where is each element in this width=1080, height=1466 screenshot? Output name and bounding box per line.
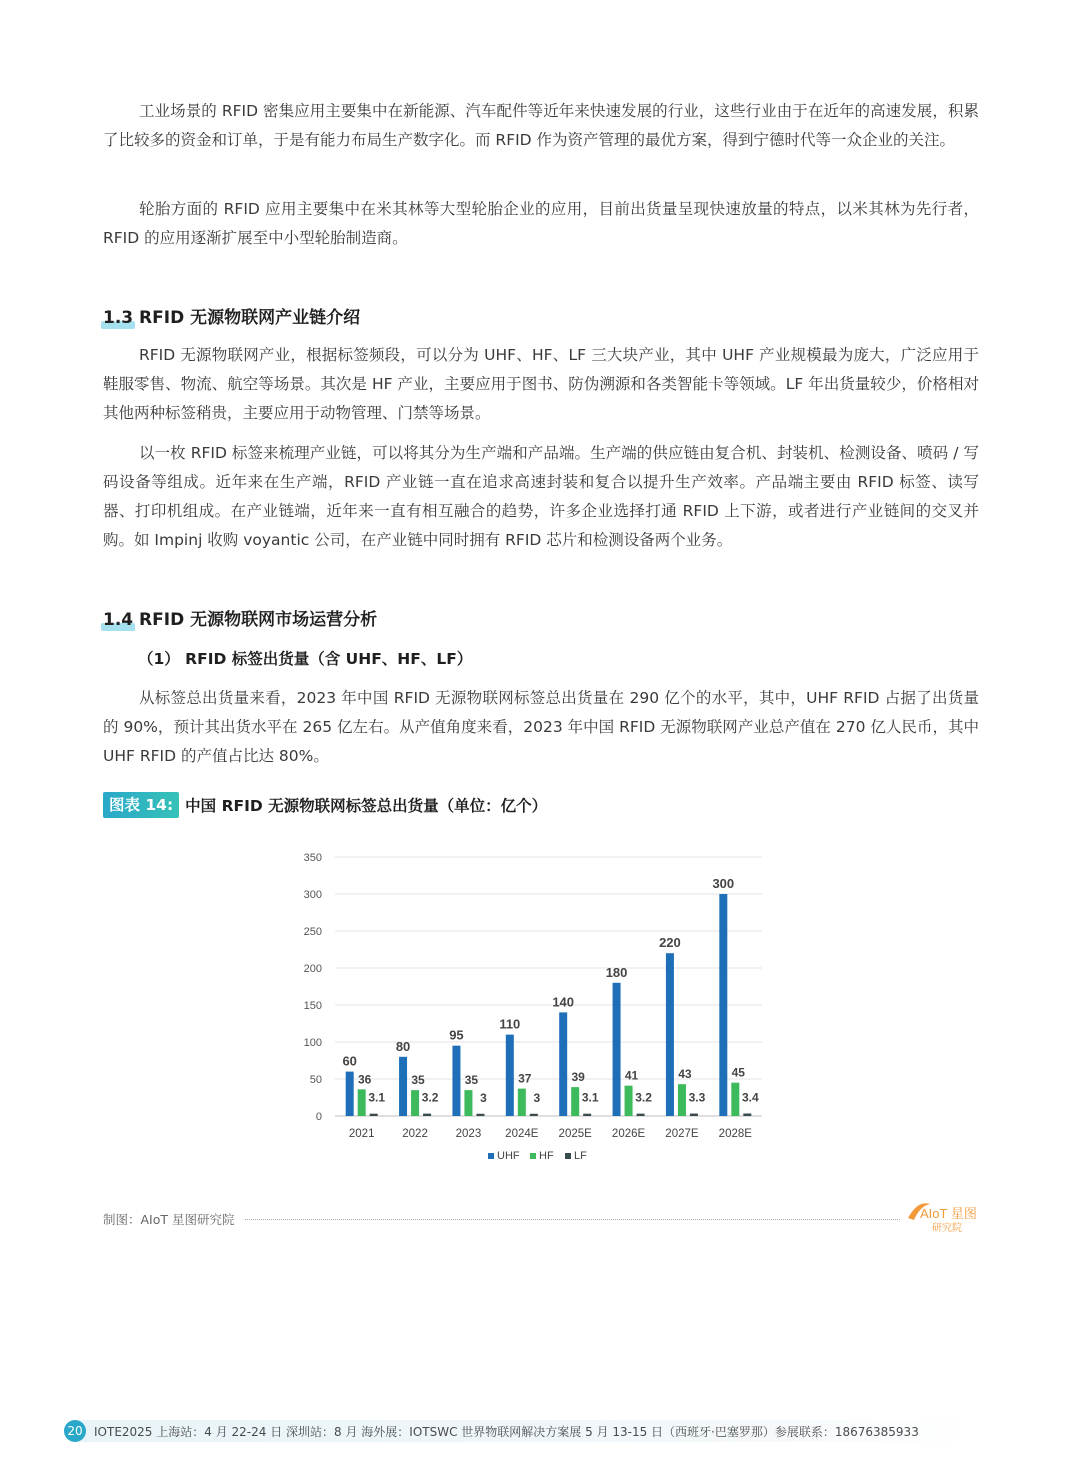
figure-tag: 图表 14: xyxy=(103,792,179,818)
section-number: 1.4 xyxy=(103,610,134,630)
y-tick-label: 100 xyxy=(303,1037,322,1049)
bar-chart xyxy=(290,840,780,1180)
x-tick-label: 2021 xyxy=(348,1128,375,1140)
paragraph-industry-types: RFID 无源物联网产业，根据标签频段，可以分为 UHF、HF、LF 三大块产业，其中 UHF 产业规模最为庞大，广泛应用于鞋服零售、物流、航空等场景。其次是 HF 产业，主要应用于图书、防伪溯源和各类智能卡等领域。LF 年出货量较少，价格相对其他两种标签稍贵，主要应用于动物管理、门禁等场景。 xyxy=(103,346,979,422)
page-number: 20 xyxy=(64,1420,86,1442)
bar-uhf xyxy=(506,1035,514,1116)
bar-uhf xyxy=(559,1012,567,1116)
bar-hf xyxy=(731,1083,739,1116)
footer-text: IOTE2025 上海站：4 月 22-24 日 深圳站：8 月 海外展：IOTSWC 世界物联网解决方案展 5 月 13-15 日（西班牙·巴塞罗那）参展联系：18676385933 xyxy=(94,1424,919,1439)
bar-hf xyxy=(678,1084,686,1116)
data-label: 35 xyxy=(464,1073,479,1088)
y-tick-label: 250 xyxy=(303,926,322,938)
data-label: 35 xyxy=(411,1073,425,1088)
data-label: 45 xyxy=(731,1065,745,1080)
data-label: 41 xyxy=(624,1068,639,1083)
data-label: 220 xyxy=(659,935,681,951)
data-label: 140 xyxy=(552,994,575,1010)
data-label: 3 xyxy=(533,1090,541,1105)
figure-title xyxy=(103,792,547,818)
paragraph-industrial: 工业场景的 RFID 密集应用主要集中在新能源、汽车配件等近年来快速发展的行业，这些行业由于在近年的高速发展，积累了比较多的资金和订单，于是有能力布局生产数字化。而 RFID 作为资产管理的最优方案，得到宁德时代等一众企业的关注。 xyxy=(103,102,979,149)
bar-lf xyxy=(530,1114,538,1116)
page-footer xyxy=(64,1420,974,1442)
y-tick-label: 0 xyxy=(315,1111,322,1123)
bar-hf xyxy=(518,1089,526,1116)
y-tick-label: 350 xyxy=(303,852,322,864)
y-tick-label: 300 xyxy=(303,889,322,901)
legend-swatch xyxy=(530,1153,536,1159)
paragraph-industry-chain: 以一枚 RFID 标签来梳理产业链，可以将其分为生产端和产品端。生产端的供应链由复合机、封装机、检测设备、喷码 / 写码设备等组成。近年来在生产端，RFID 产业链一直在追求高速封装和复合以提升生产效率。产品端主要由 RFID 标签、读写器、打印机组成。在产业链端，近年来一直有相互融合的趋势，许多企业选择打通 RFID 上下游，或者进行产业链间的交叉并购。如 Impinj 收购 voyantic 公司，在产业链中同时拥有 RFID 芯片和检测设备两个业务。 xyxy=(103,444,979,549)
data-label: 43 xyxy=(678,1067,692,1082)
bar-uhf xyxy=(452,1046,460,1116)
bar-uhf xyxy=(719,894,727,1116)
section-number: 1.3 xyxy=(103,308,134,328)
subsection-heading: （1） RFID 标签出货量（含 UHF、HF、LF） xyxy=(138,650,473,668)
section-title: RFID 无源物联网市场运营分析 xyxy=(133,610,378,630)
legend-swatch xyxy=(488,1153,494,1159)
logo-text: AIoT 星图 xyxy=(920,1206,977,1221)
chart-credit: 制图：AIoT 星图研究院 xyxy=(103,1212,235,1227)
bar-hf xyxy=(411,1090,419,1116)
data-label: 3.1 xyxy=(368,1090,386,1105)
bar-lf xyxy=(690,1114,698,1116)
bar-uhf xyxy=(399,1057,407,1116)
bar-uhf xyxy=(666,953,674,1116)
figure-caption: 中国 RFID 无源物联网标签总出货量（单位：亿个） xyxy=(185,797,548,815)
y-tick-label: 150 xyxy=(303,1000,322,1012)
x-tick-label: 2024E xyxy=(505,1128,539,1140)
data-label: 3.2 xyxy=(421,1090,439,1105)
bar-hf xyxy=(464,1090,472,1116)
bar-lf xyxy=(583,1114,591,1116)
paragraph-shipment: 从标签总出货量来看，2023 年中国 RFID 无源物联网标签总出货量在 290 亿个的水平，其中，UHF RFID 占据了出货量的 90%，预计其出货水平在 265 亿左右。从产值角度来看，2023 年中国 RFID 无源物联网产业总产值在 270 亿人民币，其中 UHF RFID 的产值占比达 80%。 xyxy=(103,689,979,765)
data-label: 39 xyxy=(571,1070,585,1085)
data-label: 180 xyxy=(605,964,628,980)
data-label: 3.1 xyxy=(581,1090,599,1105)
data-label: 3.3 xyxy=(688,1090,706,1105)
legend-swatch xyxy=(565,1153,571,1159)
paragraph-tire: 轮胎方面的 RFID 应用主要集中在米其林等大型轮胎企业的应用，目前出货量呈现快速放量的特点，以米其林为先行者，RFID 的应用逐渐扩展至中小型轮胎制造商。 xyxy=(103,200,979,247)
data-label: 60 xyxy=(342,1053,357,1069)
section-heading-1-3 xyxy=(103,306,360,330)
data-label: 3 xyxy=(480,1090,487,1105)
bar-hf xyxy=(571,1087,579,1116)
data-label: 95 xyxy=(449,1027,464,1043)
aiot-logo xyxy=(906,1198,982,1236)
legend-label: HF xyxy=(539,1150,554,1162)
divider-line xyxy=(245,1219,900,1220)
bar-lf xyxy=(370,1114,378,1116)
x-tick-label: 2022 xyxy=(402,1128,428,1140)
bar-hf xyxy=(358,1089,366,1116)
y-tick-label: 50 xyxy=(309,1074,322,1086)
legend-label: UHF xyxy=(497,1150,520,1162)
x-tick-label: 2027E xyxy=(665,1128,699,1140)
bar-hf xyxy=(625,1086,633,1116)
bar-uhf xyxy=(613,983,621,1116)
x-tick-label: 2025E xyxy=(558,1128,592,1140)
x-tick-label: 2028E xyxy=(718,1128,752,1140)
section-title: RFID 无源物联网产业链介绍 xyxy=(133,308,361,328)
bar-lf xyxy=(423,1114,431,1116)
data-label: 36 xyxy=(358,1072,372,1087)
y-tick-label: 200 xyxy=(303,963,322,975)
x-tick-label: 2026E xyxy=(611,1128,646,1140)
data-label: 37 xyxy=(518,1071,532,1086)
section-heading-1-4 xyxy=(103,608,377,632)
data-label: 80 xyxy=(395,1038,411,1054)
bar-lf xyxy=(637,1114,645,1116)
logo-subtext: 研究院 xyxy=(932,1223,962,1234)
data-label: 3.4 xyxy=(741,1090,759,1105)
data-label: 300 xyxy=(712,876,735,891)
legend-label: LF xyxy=(574,1150,587,1162)
data-label: 110 xyxy=(499,1016,521,1032)
x-tick-label: 2023 xyxy=(455,1128,482,1140)
bar-lf xyxy=(743,1113,751,1116)
bar-uhf xyxy=(346,1072,354,1116)
bar-lf xyxy=(476,1114,484,1116)
data-label: 3.2 xyxy=(635,1090,652,1105)
